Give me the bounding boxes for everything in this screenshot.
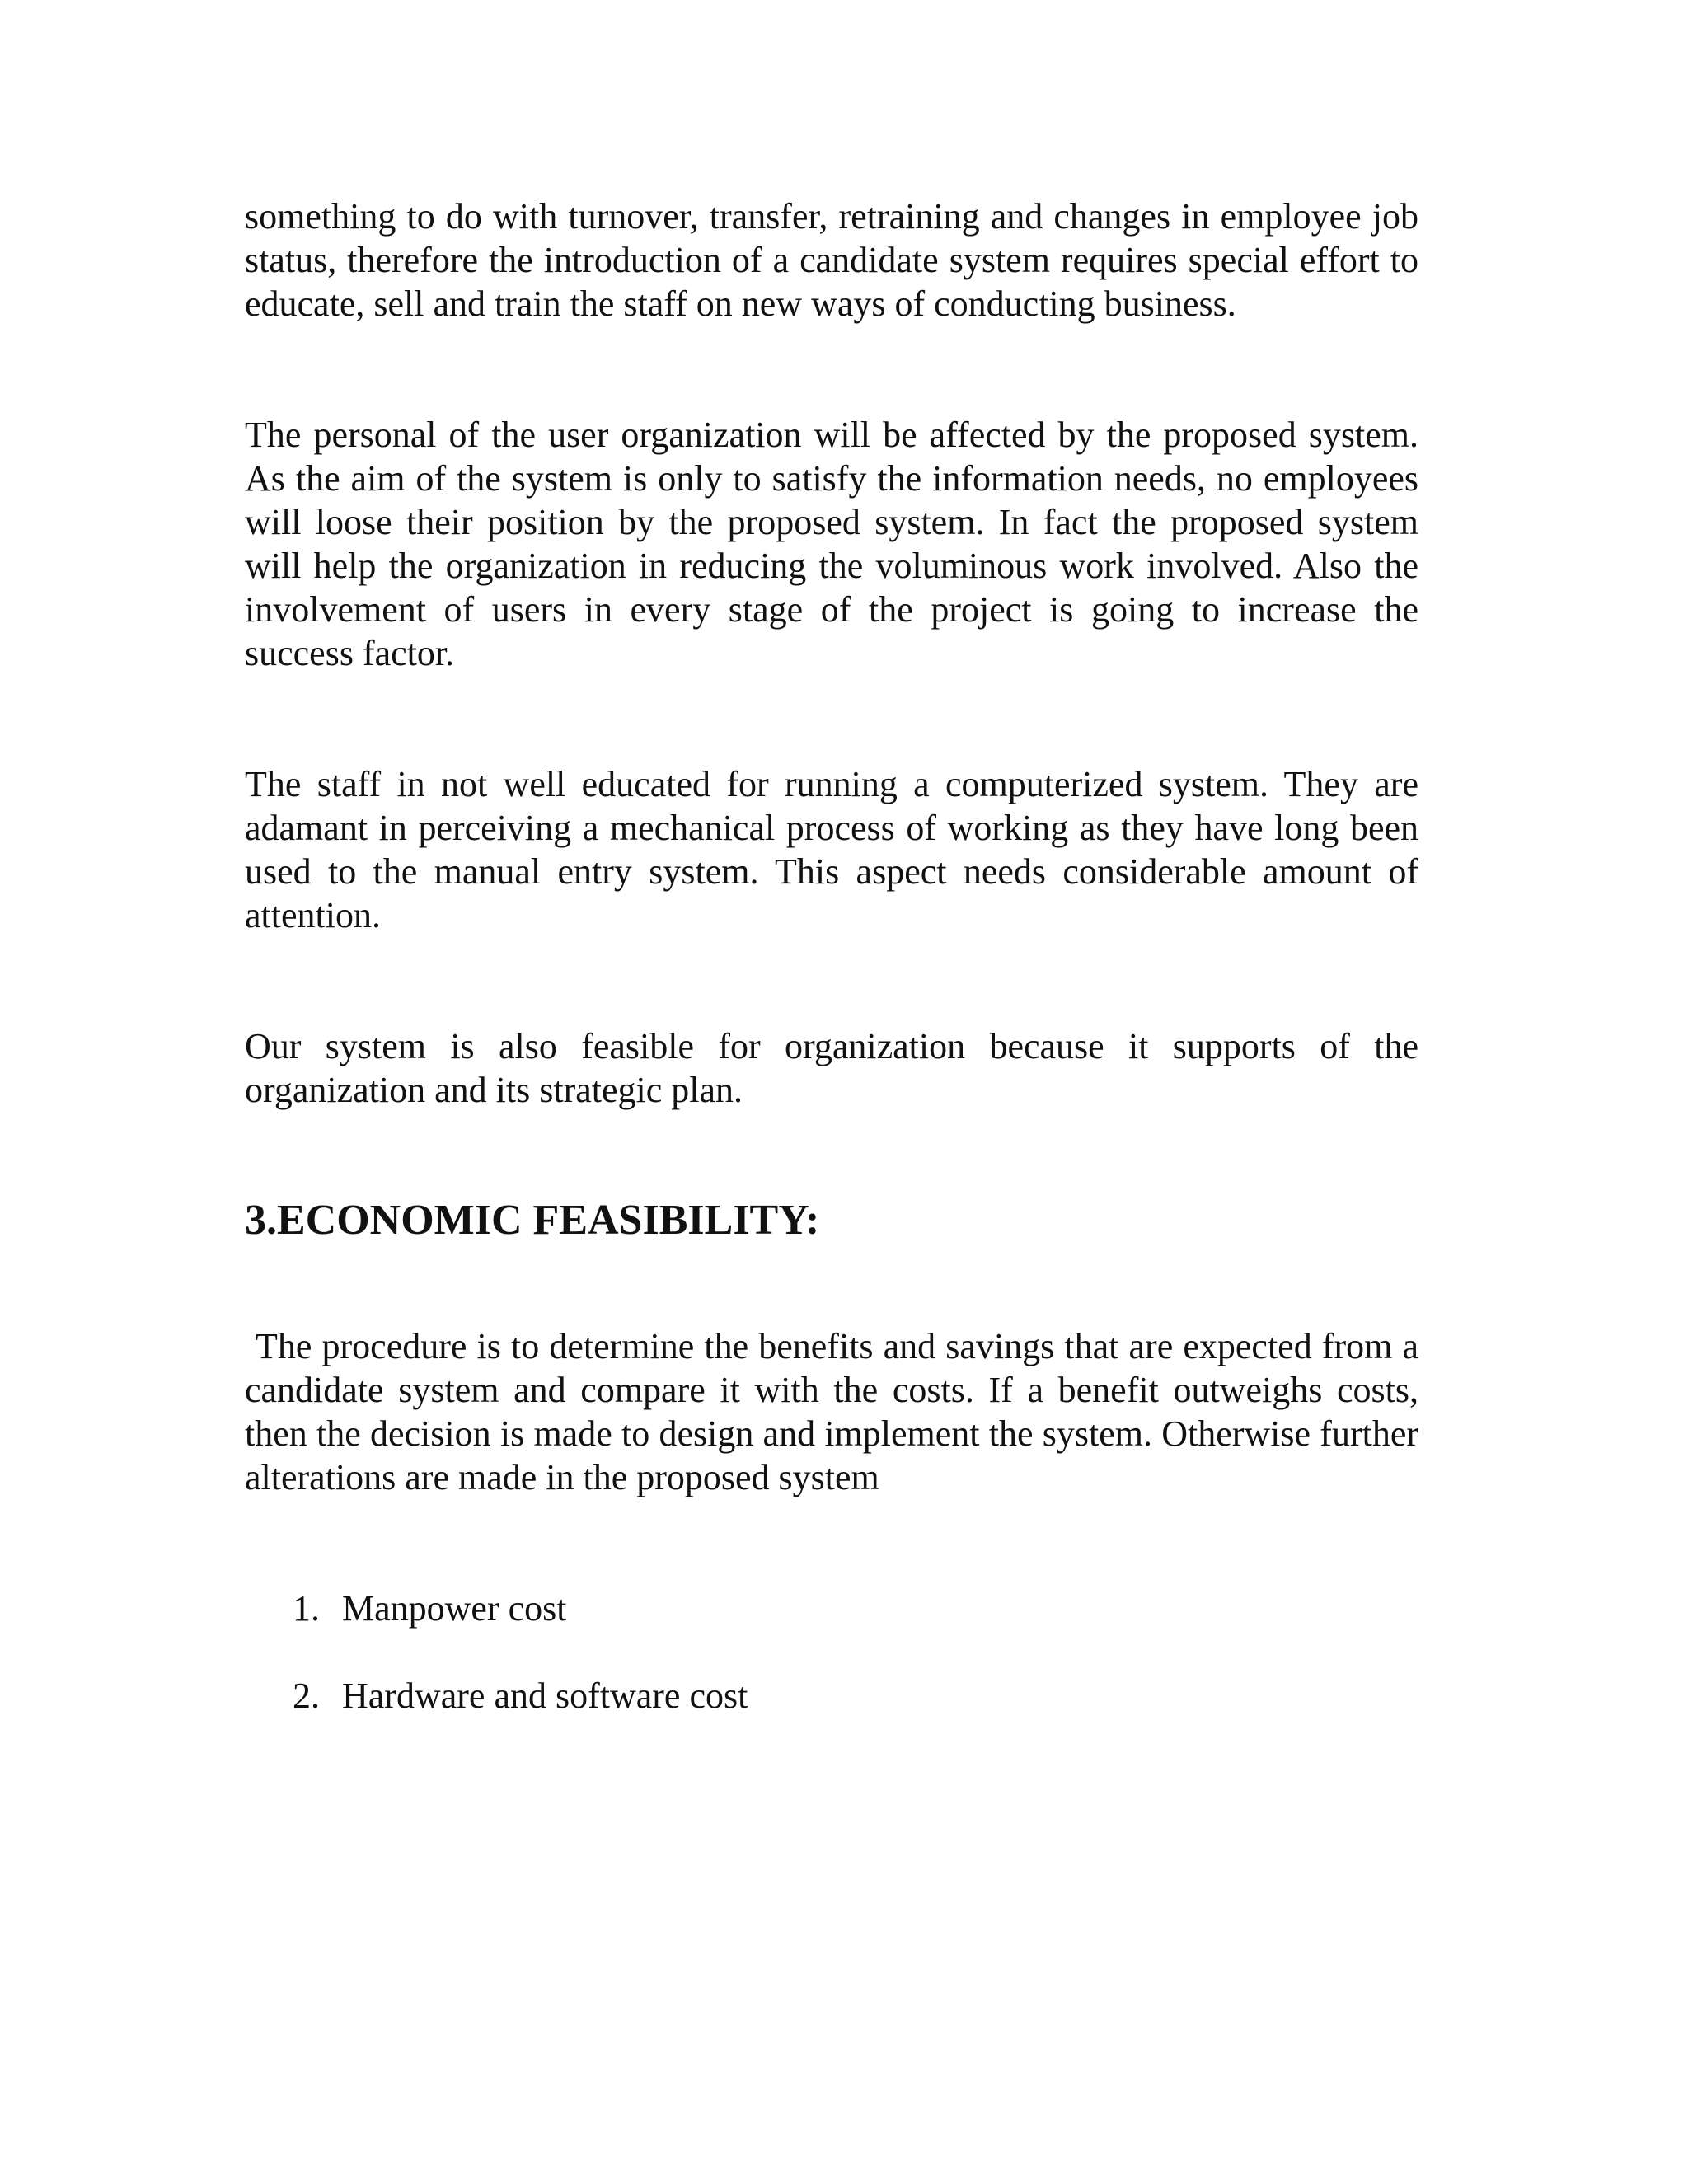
paragraph-personnel-impact: The personal of the user organization will be affected by the proposed system. As the aim of the system is only to satisfy the information needs, no employees will loose their position by the proposed system. In fact the proposed system will help the organization in reducing the voluminous work involved. Also the involvement of users in every stage of the project is going to increase the success factor. (245, 415, 1418, 673)
list-item-number: 2. (293, 1675, 320, 1716)
list-item (245, 1586, 1418, 1630)
cost-list (245, 1586, 1418, 1718)
list-item-number: 1. (293, 1588, 320, 1629)
paragraph-staff-education-intro: something to do with turnover, transfer, retraining and changes in employee job status, therefore the introduction of a candidate system requires special effort to educate, sell and train the staff on new ways of conducting business. (245, 196, 1418, 324)
list-item-text: Hardware and software cost (342, 1675, 748, 1716)
section-heading-economic-feasibility: 3.ECONOMIC FEASIBILITY: (245, 1197, 820, 1244)
paragraph-economic-procedure: The procedure is to determine the benefits and savings that are expected from a candidate system and compare it with the costs. If a benefit outweighs costs, then the decision is made to design and implement the system. Otherwise further alterations are made in the proposed system (245, 1326, 1418, 1497)
list-item (245, 1674, 1418, 1718)
list-item-text: Manpower cost (342, 1588, 567, 1629)
paragraph-organization-feasibility: Our system is also feasible for organization because it supports of the organization and its strategic plan. (245, 1026, 1418, 1110)
page-content (245, 194, 1418, 1718)
paragraph-staff-training: The staff in not well educated for running a computerized system. They are adamant in perceiving a mechanical process of working as they have long been used to the manual entry system. This aspect needs considerable amount of attention. (245, 764, 1418, 935)
